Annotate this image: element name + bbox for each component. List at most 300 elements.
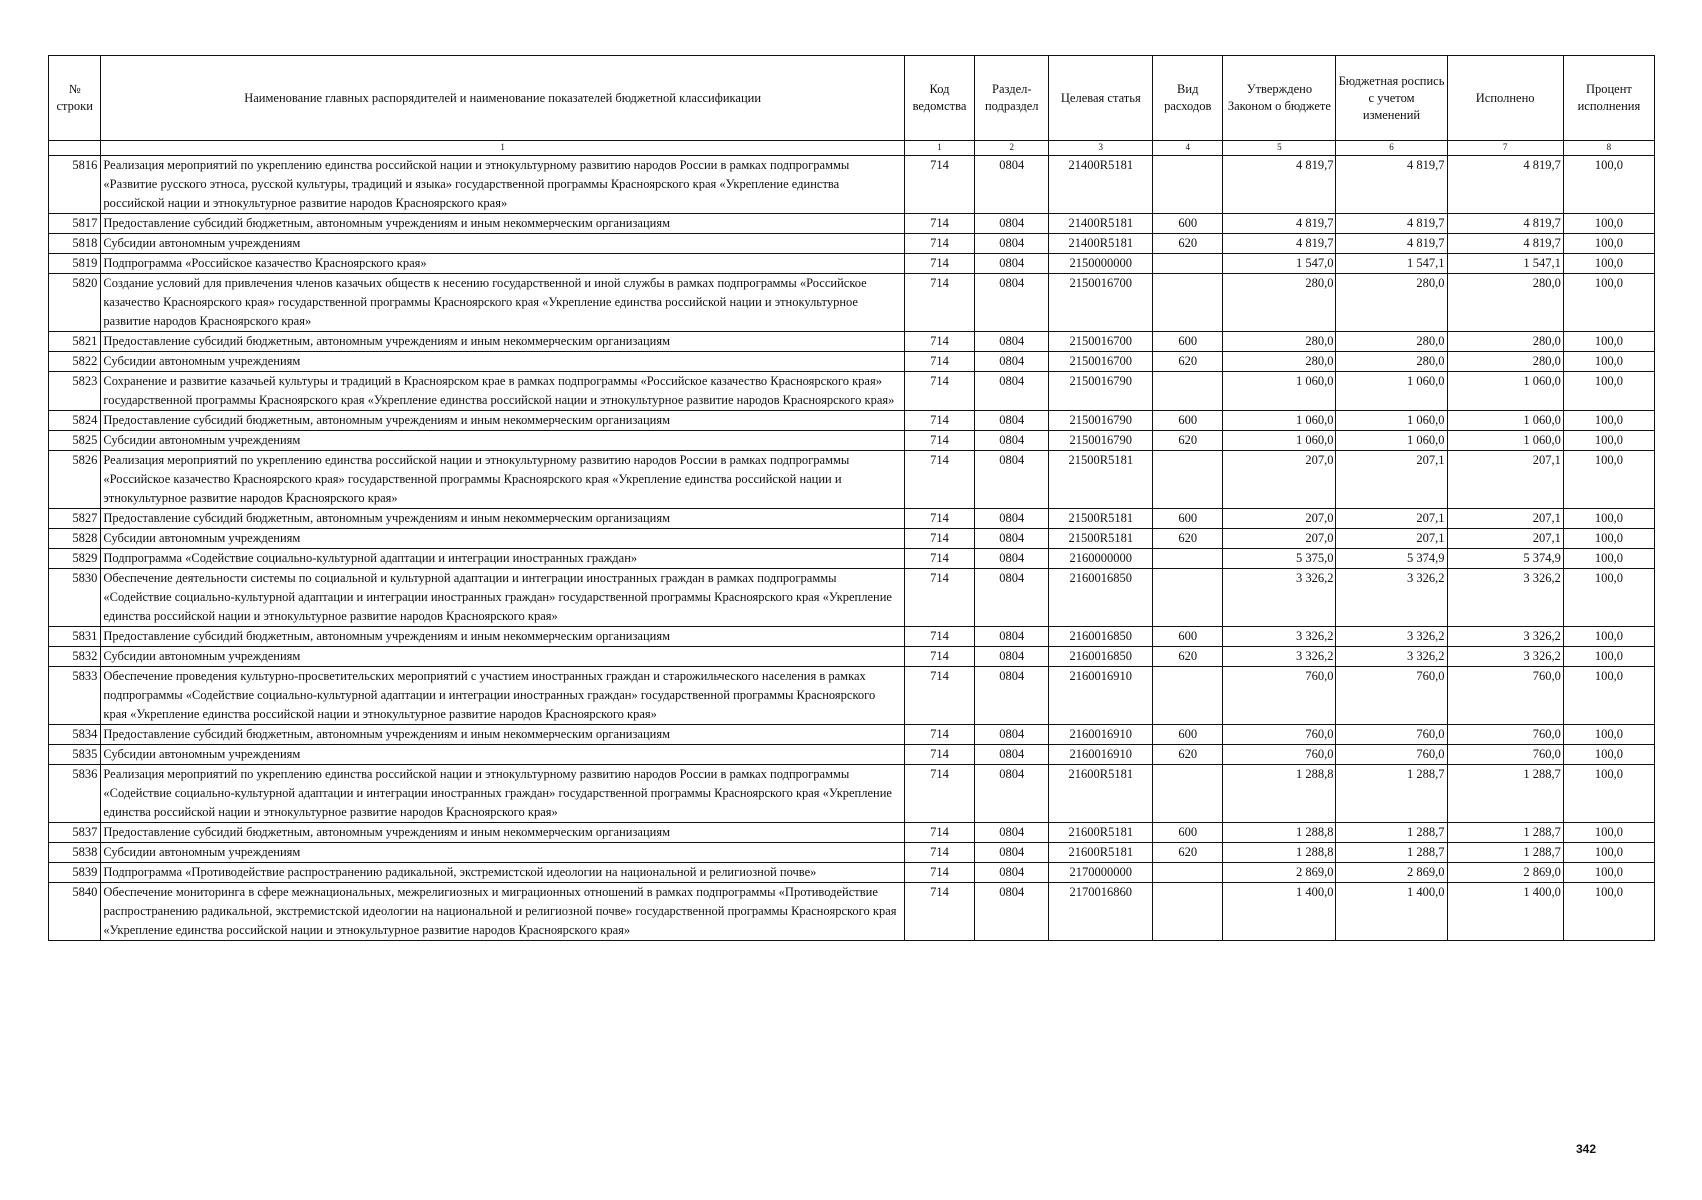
row-approved-cell: 760,0 xyxy=(1223,725,1336,745)
row-section-cell: 0804 xyxy=(975,667,1049,725)
row-section-cell: 0804 xyxy=(975,509,1049,529)
row-executed-cell: 4 819,7 xyxy=(1447,156,1563,214)
row-target-cell: 2160016850 xyxy=(1049,647,1153,667)
row-name-cell: Обеспечение мониторинга в сфере межнациональных, межрелигиозных и миграционных отношений в рамках подпрограммы «Противодействие распространению радикальной, экстремистской идеологии на национальной и религиозной почве» государственной программы Красноярского края «Укрепление единства российской нации и этнокультурное развитие народов Красноярского края» xyxy=(101,883,905,941)
row-percent-cell: 100,0 xyxy=(1563,509,1654,529)
row-target-cell: 2160016910 xyxy=(1049,725,1153,745)
row-percent-cell: 100,0 xyxy=(1563,431,1654,451)
header-exp-type: Вид расходов xyxy=(1153,56,1223,141)
row-percent-cell: 100,0 xyxy=(1563,863,1654,883)
row-name-cell: Предоставление субсидий бюджетным, автономным учреждениям и иным некоммерческим организациям xyxy=(101,214,905,234)
row-exp-type-cell: 600 xyxy=(1153,725,1223,745)
row-approved-cell: 1 400,0 xyxy=(1223,883,1336,941)
row-percent-cell: 100,0 xyxy=(1563,745,1654,765)
col-number xyxy=(49,141,101,156)
row-dept-code-cell: 714 xyxy=(904,883,974,941)
row-executed-cell: 280,0 xyxy=(1447,352,1563,372)
row-number-cell: 5816 xyxy=(49,156,101,214)
table-row xyxy=(49,411,1655,431)
row-number-cell: 5817 xyxy=(49,214,101,234)
row-percent-cell: 100,0 xyxy=(1563,667,1654,725)
row-number-cell: 5840 xyxy=(49,883,101,941)
row-schedule-cell: 1 400,0 xyxy=(1336,883,1447,941)
row-approved-cell: 4 819,7 xyxy=(1223,234,1336,254)
row-name-cell: Субсидии автономным учреждениям xyxy=(101,745,905,765)
table-row xyxy=(49,863,1655,883)
row-number-cell: 5827 xyxy=(49,509,101,529)
row-number-cell: 5825 xyxy=(49,431,101,451)
row-dept-code-cell: 714 xyxy=(904,332,974,352)
row-approved-cell: 760,0 xyxy=(1223,667,1336,725)
row-dept-code-cell: 714 xyxy=(904,156,974,214)
col-number: 1 xyxy=(904,141,974,156)
table-row xyxy=(49,234,1655,254)
row-executed-cell: 1 288,7 xyxy=(1447,843,1563,863)
row-target-cell: 21400R5181 xyxy=(1049,234,1153,254)
row-target-cell: 2170016860 xyxy=(1049,883,1153,941)
row-exp-type-cell xyxy=(1153,883,1223,941)
row-number-cell: 5838 xyxy=(49,843,101,863)
row-approved-cell: 280,0 xyxy=(1223,352,1336,372)
row-approved-cell: 4 819,7 xyxy=(1223,156,1336,214)
table-row xyxy=(49,451,1655,509)
row-number-cell: 5823 xyxy=(49,372,101,411)
table-row xyxy=(49,667,1655,725)
row-schedule-cell: 1 060,0 xyxy=(1336,372,1447,411)
row-percent-cell: 100,0 xyxy=(1563,627,1654,647)
row-section-cell: 0804 xyxy=(975,883,1049,941)
row-percent-cell: 100,0 xyxy=(1563,569,1654,627)
row-approved-cell: 207,0 xyxy=(1223,529,1336,549)
row-exp-type-cell: 620 xyxy=(1153,647,1223,667)
row-number-cell: 5839 xyxy=(49,863,101,883)
row-approved-cell: 1 060,0 xyxy=(1223,372,1336,411)
row-percent-cell: 100,0 xyxy=(1563,647,1654,667)
row-executed-cell: 760,0 xyxy=(1447,725,1563,745)
col-number: 5 xyxy=(1223,141,1336,156)
table-row xyxy=(49,549,1655,569)
row-executed-cell: 280,0 xyxy=(1447,332,1563,352)
table-row xyxy=(49,745,1655,765)
table-row xyxy=(49,431,1655,451)
row-schedule-cell: 1 288,7 xyxy=(1336,765,1447,823)
row-section-cell: 0804 xyxy=(975,352,1049,372)
row-approved-cell: 5 375,0 xyxy=(1223,549,1336,569)
row-target-cell: 2170000000 xyxy=(1049,863,1153,883)
row-approved-cell: 2 869,0 xyxy=(1223,863,1336,883)
row-name-cell: Реализация мероприятий по укреплению единства российской нации и этнокультурному развитию народов России в рамках подпрограммы «Российское казачество Красноярского края» государственной программы Красноярского края «Укрепление единства российской нации и этнокультурное развитие народов Красноярского края» xyxy=(101,451,905,509)
row-executed-cell: 2 869,0 xyxy=(1447,863,1563,883)
row-percent-cell: 100,0 xyxy=(1563,451,1654,509)
row-schedule-cell: 1 288,7 xyxy=(1336,823,1447,843)
row-dept-code-cell: 714 xyxy=(904,214,974,234)
header-executed: Исполнено xyxy=(1447,56,1563,141)
table-row xyxy=(49,725,1655,745)
row-target-cell: 2150016700 xyxy=(1049,332,1153,352)
row-approved-cell: 207,0 xyxy=(1223,509,1336,529)
row-section-cell: 0804 xyxy=(975,332,1049,352)
row-exp-type-cell xyxy=(1153,765,1223,823)
row-executed-cell: 3 326,2 xyxy=(1447,647,1563,667)
row-dept-code-cell: 714 xyxy=(904,254,974,274)
row-approved-cell: 3 326,2 xyxy=(1223,627,1336,647)
row-percent-cell: 100,0 xyxy=(1563,725,1654,745)
row-schedule-cell: 1 547,1 xyxy=(1336,254,1447,274)
table-row xyxy=(49,214,1655,234)
row-name-cell: Предоставление субсидий бюджетным, автономным учреждениям и иным некоммерческим организациям xyxy=(101,509,905,529)
row-exp-type-cell: 600 xyxy=(1153,332,1223,352)
row-section-cell: 0804 xyxy=(975,372,1049,411)
row-exp-type-cell: 600 xyxy=(1153,823,1223,843)
row-exp-type-cell xyxy=(1153,549,1223,569)
row-name-cell: Предоставление субсидий бюджетным, автономным учреждениям и иным некоммерческим организациям xyxy=(101,332,905,352)
table-row xyxy=(49,372,1655,411)
col-number: 6 xyxy=(1336,141,1447,156)
row-dept-code-cell: 714 xyxy=(904,667,974,725)
col-number: 8 xyxy=(1563,141,1654,156)
row-target-cell: 2150016700 xyxy=(1049,352,1153,372)
table-row xyxy=(49,883,1655,941)
row-target-cell: 2150016790 xyxy=(1049,431,1153,451)
row-number-cell: 5824 xyxy=(49,411,101,431)
header-dept-code: Код ведомства xyxy=(904,56,974,141)
row-number-cell: 5830 xyxy=(49,569,101,627)
row-number-cell: 5833 xyxy=(49,667,101,725)
row-approved-cell: 1 547,0 xyxy=(1223,254,1336,274)
row-name-cell: Субсидии автономным учреждениям xyxy=(101,529,905,549)
row-percent-cell: 100,0 xyxy=(1563,274,1654,332)
table-row xyxy=(49,156,1655,214)
row-dept-code-cell: 714 xyxy=(904,431,974,451)
table-row xyxy=(49,274,1655,332)
row-schedule-cell: 207,1 xyxy=(1336,509,1447,529)
row-name-cell: Предоставление субсидий бюджетным, автономным учреждениям и иным некоммерческим организациям xyxy=(101,725,905,745)
row-schedule-cell: 280,0 xyxy=(1336,332,1447,352)
row-section-cell: 0804 xyxy=(975,529,1049,549)
row-name-cell: Создание условий для привлечения членов казачьих обществ к несению государственной и иной службы в рамках подпрограммы «Российское казачество Красноярского края» государственной программы Красноярского края «Укрепление единства российской нации и этнокультурное развитие народов Красноярского края» xyxy=(101,274,905,332)
row-number-cell: 5836 xyxy=(49,765,101,823)
row-executed-cell: 3 326,2 xyxy=(1447,569,1563,627)
row-executed-cell: 207,1 xyxy=(1447,451,1563,509)
row-section-cell: 0804 xyxy=(975,214,1049,234)
row-executed-cell: 207,1 xyxy=(1447,509,1563,529)
table-row xyxy=(49,529,1655,549)
row-executed-cell: 207,1 xyxy=(1447,529,1563,549)
row-executed-cell: 4 819,7 xyxy=(1447,214,1563,234)
col-number: 2 xyxy=(975,141,1049,156)
row-section-cell: 0804 xyxy=(975,647,1049,667)
table-row xyxy=(49,843,1655,863)
row-dept-code-cell: 714 xyxy=(904,765,974,823)
row-exp-type-cell: 620 xyxy=(1153,529,1223,549)
row-name-cell: Субсидии автономным учреждениям xyxy=(101,431,905,451)
row-target-cell: 21400R5181 xyxy=(1049,214,1153,234)
row-percent-cell: 100,0 xyxy=(1563,372,1654,411)
row-target-cell: 2150016790 xyxy=(1049,411,1153,431)
row-approved-cell: 1 060,0 xyxy=(1223,431,1336,451)
row-exp-type-cell xyxy=(1153,372,1223,411)
row-exp-type-cell: 600 xyxy=(1153,509,1223,529)
row-schedule-cell: 207,1 xyxy=(1336,451,1447,509)
row-approved-cell: 1 288,8 xyxy=(1223,823,1336,843)
row-dept-code-cell: 714 xyxy=(904,509,974,529)
table-row xyxy=(49,765,1655,823)
row-approved-cell: 1 060,0 xyxy=(1223,411,1336,431)
row-dept-code-cell: 714 xyxy=(904,647,974,667)
row-exp-type-cell: 600 xyxy=(1153,214,1223,234)
row-target-cell: 2150016700 xyxy=(1049,274,1153,332)
row-exp-type-cell: 620 xyxy=(1153,843,1223,863)
row-name-cell: Подпрограмма «Содействие социально-культурной адаптации и интеграции иностранных граждан» xyxy=(101,549,905,569)
row-executed-cell: 1 060,0 xyxy=(1447,372,1563,411)
row-dept-code-cell: 714 xyxy=(904,569,974,627)
row-section-cell: 0804 xyxy=(975,843,1049,863)
row-percent-cell: 100,0 xyxy=(1563,332,1654,352)
table-header xyxy=(49,56,1655,156)
row-executed-cell: 3 326,2 xyxy=(1447,627,1563,647)
row-section-cell: 0804 xyxy=(975,156,1049,214)
row-schedule-cell: 207,1 xyxy=(1336,529,1447,549)
header-name: Наименование главных распорядителей и наименование показателей бюджетной классификации xyxy=(101,56,905,141)
row-number-cell: 5821 xyxy=(49,332,101,352)
row-target-cell: 2160000000 xyxy=(1049,549,1153,569)
row-name-cell: Реализация мероприятий по укреплению единства российской нации и этнокультурному развитию народов России в рамках подпрограммы «Содействие социально-культурной адаптации и интеграции иностранных граждан» государственной программы Красноярского края «Укрепление единства российской нации и этнокультурное развитие народов Красноярского края» xyxy=(101,765,905,823)
row-executed-cell: 280,0 xyxy=(1447,274,1563,332)
row-schedule-cell: 1 288,7 xyxy=(1336,843,1447,863)
row-schedule-cell: 280,0 xyxy=(1336,274,1447,332)
row-number-cell: 5826 xyxy=(49,451,101,509)
row-executed-cell: 1 547,1 xyxy=(1447,254,1563,274)
row-dept-code-cell: 714 xyxy=(904,234,974,254)
row-section-cell: 0804 xyxy=(975,745,1049,765)
row-number-cell: 5822 xyxy=(49,352,101,372)
row-name-cell: Предоставление субсидий бюджетным, автономным учреждениям и иным некоммерческим организациям xyxy=(101,627,905,647)
row-target-cell: 2160016850 xyxy=(1049,569,1153,627)
row-dept-code-cell: 714 xyxy=(904,451,974,509)
row-number-cell: 5828 xyxy=(49,529,101,549)
row-executed-cell: 1 400,0 xyxy=(1447,883,1563,941)
row-name-cell: Субсидии автономным учреждениям xyxy=(101,234,905,254)
row-schedule-cell: 1 060,0 xyxy=(1336,411,1447,431)
table-row xyxy=(49,332,1655,352)
row-exp-type-cell xyxy=(1153,863,1223,883)
row-target-cell: 21500R5181 xyxy=(1049,451,1153,509)
row-section-cell: 0804 xyxy=(975,451,1049,509)
row-name-cell: Предоставление субсидий бюджетным, автономным учреждениям и иным некоммерческим организациям xyxy=(101,823,905,843)
row-percent-cell: 100,0 xyxy=(1563,549,1654,569)
row-dept-code-cell: 714 xyxy=(904,627,974,647)
header-schedule: Бюджетная роспись с учетом изменений xyxy=(1336,56,1447,141)
header-target: Целевая статья xyxy=(1049,56,1153,141)
row-schedule-cell: 760,0 xyxy=(1336,725,1447,745)
row-name-cell: Реализация мероприятий по укреплению единства российской нации и этнокультурному развитию народов России в рамках подпрограммы «Развитие русского этноса, русской культуры, традиций и языка» государственной программы Красноярского края «Укрепление единства российской нации и этнокультурное развитие народов Красноярского края» xyxy=(101,156,905,214)
row-dept-code-cell: 714 xyxy=(904,725,974,745)
row-schedule-cell: 760,0 xyxy=(1336,745,1447,765)
header-row-no: № строки xyxy=(49,56,101,141)
row-section-cell: 0804 xyxy=(975,274,1049,332)
header-percent: Процент исполнения xyxy=(1563,56,1654,141)
row-name-cell: Сохранение и развитие казачьей культуры и традиций в Красноярском крае в рамках подпрограммы «Российское казачество Красноярского края» государственной программы Красноярского края «Укрепление единства российской нации и этнокультурное развитие народов Красноярского края» xyxy=(101,372,905,411)
table-row xyxy=(49,352,1655,372)
row-executed-cell: 5 374,9 xyxy=(1447,549,1563,569)
page-number: 342 xyxy=(1576,1142,1597,1156)
row-exp-type-cell xyxy=(1153,451,1223,509)
row-percent-cell: 100,0 xyxy=(1563,156,1654,214)
row-section-cell: 0804 xyxy=(975,234,1049,254)
row-section-cell: 0804 xyxy=(975,431,1049,451)
row-percent-cell: 100,0 xyxy=(1563,352,1654,372)
row-executed-cell: 760,0 xyxy=(1447,745,1563,765)
row-exp-type-cell xyxy=(1153,274,1223,332)
row-exp-type-cell xyxy=(1153,254,1223,274)
row-schedule-cell: 4 819,7 xyxy=(1336,234,1447,254)
row-dept-code-cell: 714 xyxy=(904,549,974,569)
row-percent-cell: 100,0 xyxy=(1563,843,1654,863)
row-percent-cell: 100,0 xyxy=(1563,214,1654,234)
col-number: 7 xyxy=(1447,141,1563,156)
row-approved-cell: 3 326,2 xyxy=(1223,569,1336,627)
row-executed-cell: 4 819,7 xyxy=(1447,234,1563,254)
row-approved-cell: 4 819,7 xyxy=(1223,214,1336,234)
row-number-cell: 5818 xyxy=(49,234,101,254)
row-exp-type-cell: 620 xyxy=(1153,745,1223,765)
row-target-cell: 21500R5181 xyxy=(1049,509,1153,529)
row-target-cell: 21400R5181 xyxy=(1049,156,1153,214)
budget-table xyxy=(48,55,1655,941)
row-dept-code-cell: 714 xyxy=(904,411,974,431)
row-number-cell: 5819 xyxy=(49,254,101,274)
row-percent-cell: 100,0 xyxy=(1563,254,1654,274)
table-body xyxy=(49,156,1655,941)
table-row xyxy=(49,627,1655,647)
row-section-cell: 0804 xyxy=(975,765,1049,823)
row-section-cell: 0804 xyxy=(975,823,1049,843)
row-target-cell: 21500R5181 xyxy=(1049,529,1153,549)
row-schedule-cell: 4 819,7 xyxy=(1336,156,1447,214)
row-section-cell: 0804 xyxy=(975,411,1049,431)
table-row xyxy=(49,569,1655,627)
row-percent-cell: 100,0 xyxy=(1563,529,1654,549)
row-exp-type-cell: 600 xyxy=(1153,411,1223,431)
row-name-cell: Обеспечение деятельности системы по социальной и культурной адаптации и интеграции иностранных граждан в рамках подпрограммы «Содействие социально-культурной адаптации и интеграции иностранных граждан» государственной программы Красноярского края «Укрепление единства российской нации и этнокультурное развитие народов Красноярского края» xyxy=(101,569,905,627)
row-exp-type-cell xyxy=(1153,569,1223,627)
row-dept-code-cell: 714 xyxy=(904,745,974,765)
row-section-cell: 0804 xyxy=(975,863,1049,883)
row-percent-cell: 100,0 xyxy=(1563,823,1654,843)
row-executed-cell: 1 060,0 xyxy=(1447,431,1563,451)
row-section-cell: 0804 xyxy=(975,254,1049,274)
row-schedule-cell: 760,0 xyxy=(1336,667,1447,725)
row-schedule-cell: 3 326,2 xyxy=(1336,569,1447,627)
row-number-cell: 5837 xyxy=(49,823,101,843)
row-number-cell: 5834 xyxy=(49,725,101,745)
row-exp-type-cell xyxy=(1153,156,1223,214)
row-number-cell: 5829 xyxy=(49,549,101,569)
row-percent-cell: 100,0 xyxy=(1563,411,1654,431)
table-row xyxy=(49,647,1655,667)
row-approved-cell: 760,0 xyxy=(1223,745,1336,765)
row-section-cell: 0804 xyxy=(975,725,1049,745)
row-target-cell: 21600R5181 xyxy=(1049,823,1153,843)
header-approved: Утверждено Законом о бюджете xyxy=(1223,56,1336,141)
row-exp-type-cell xyxy=(1153,667,1223,725)
row-target-cell: 2160016850 xyxy=(1049,627,1153,647)
row-name-cell: Субсидии автономным учреждениям xyxy=(101,352,905,372)
column-numbers-row xyxy=(49,141,1655,156)
row-dept-code-cell: 714 xyxy=(904,529,974,549)
row-number-cell: 5820 xyxy=(49,274,101,332)
row-name-cell: Субсидии автономным учреждениям xyxy=(101,647,905,667)
row-number-cell: 5835 xyxy=(49,745,101,765)
row-approved-cell: 1 288,8 xyxy=(1223,765,1336,823)
row-approved-cell: 207,0 xyxy=(1223,451,1336,509)
row-dept-code-cell: 714 xyxy=(904,863,974,883)
row-schedule-cell: 3 326,2 xyxy=(1336,647,1447,667)
row-section-cell: 0804 xyxy=(975,549,1049,569)
header-section: Раздел-подраздел xyxy=(975,56,1049,141)
row-target-cell: 2150016790 xyxy=(1049,372,1153,411)
row-schedule-cell: 280,0 xyxy=(1336,352,1447,372)
row-name-cell: Субсидии автономным учреждениям xyxy=(101,843,905,863)
budget-document xyxy=(48,55,1655,941)
col-number: 3 xyxy=(1049,141,1153,156)
row-percent-cell: 100,0 xyxy=(1563,883,1654,941)
row-name-cell: Подпрограмма «Российское казачество Красноярского края» xyxy=(101,254,905,274)
row-schedule-cell: 1 060,0 xyxy=(1336,431,1447,451)
row-name-cell: Подпрограмма «Противодействие распространению радикальной, экстремистской идеологии на национальной и религиозной почве» xyxy=(101,863,905,883)
col-number: 4 xyxy=(1153,141,1223,156)
row-executed-cell: 1 288,7 xyxy=(1447,765,1563,823)
row-schedule-cell: 3 326,2 xyxy=(1336,627,1447,647)
row-dept-code-cell: 714 xyxy=(904,843,974,863)
row-approved-cell: 280,0 xyxy=(1223,274,1336,332)
row-schedule-cell: 5 374,9 xyxy=(1336,549,1447,569)
row-dept-code-cell: 714 xyxy=(904,823,974,843)
row-percent-cell: 100,0 xyxy=(1563,765,1654,823)
row-target-cell: 21600R5181 xyxy=(1049,765,1153,823)
row-dept-code-cell: 714 xyxy=(904,274,974,332)
row-executed-cell: 1 288,7 xyxy=(1447,823,1563,843)
row-approved-cell: 280,0 xyxy=(1223,332,1336,352)
row-schedule-cell: 4 819,7 xyxy=(1336,214,1447,234)
row-target-cell: 2150000000 xyxy=(1049,254,1153,274)
row-executed-cell: 760,0 xyxy=(1447,667,1563,725)
col-number: 1 xyxy=(101,141,905,156)
row-target-cell: 2160016910 xyxy=(1049,745,1153,765)
row-number-cell: 5831 xyxy=(49,627,101,647)
row-exp-type-cell: 620 xyxy=(1153,431,1223,451)
row-section-cell: 0804 xyxy=(975,569,1049,627)
row-target-cell: 2160016910 xyxy=(1049,667,1153,725)
row-section-cell: 0804 xyxy=(975,627,1049,647)
row-percent-cell: 100,0 xyxy=(1563,234,1654,254)
row-schedule-cell: 2 869,0 xyxy=(1336,863,1447,883)
row-approved-cell: 3 326,2 xyxy=(1223,647,1336,667)
row-name-cell: Предоставление субсидий бюджетным, автономным учреждениям и иным некоммерческим организациям xyxy=(101,411,905,431)
row-approved-cell: 1 288,8 xyxy=(1223,843,1336,863)
table-row xyxy=(49,509,1655,529)
row-dept-code-cell: 714 xyxy=(904,372,974,411)
row-exp-type-cell: 620 xyxy=(1153,234,1223,254)
row-target-cell: 21600R5181 xyxy=(1049,843,1153,863)
row-name-cell: Обеспечение проведения культурно-просветительских мероприятий с участием иностранных граждан и старожильческого населения в рамках подпрограммы «Содействие социально-культурной адаптации и интеграции иностранных граждан» государственной программы Красноярского края «Укрепление единства российской нации и этнокультурное развитие народов Красноярского края» xyxy=(101,667,905,725)
row-number-cell: 5832 xyxy=(49,647,101,667)
row-exp-type-cell: 600 xyxy=(1153,627,1223,647)
row-dept-code-cell: 714 xyxy=(904,352,974,372)
table-row xyxy=(49,254,1655,274)
table-row xyxy=(49,823,1655,843)
row-executed-cell: 1 060,0 xyxy=(1447,411,1563,431)
